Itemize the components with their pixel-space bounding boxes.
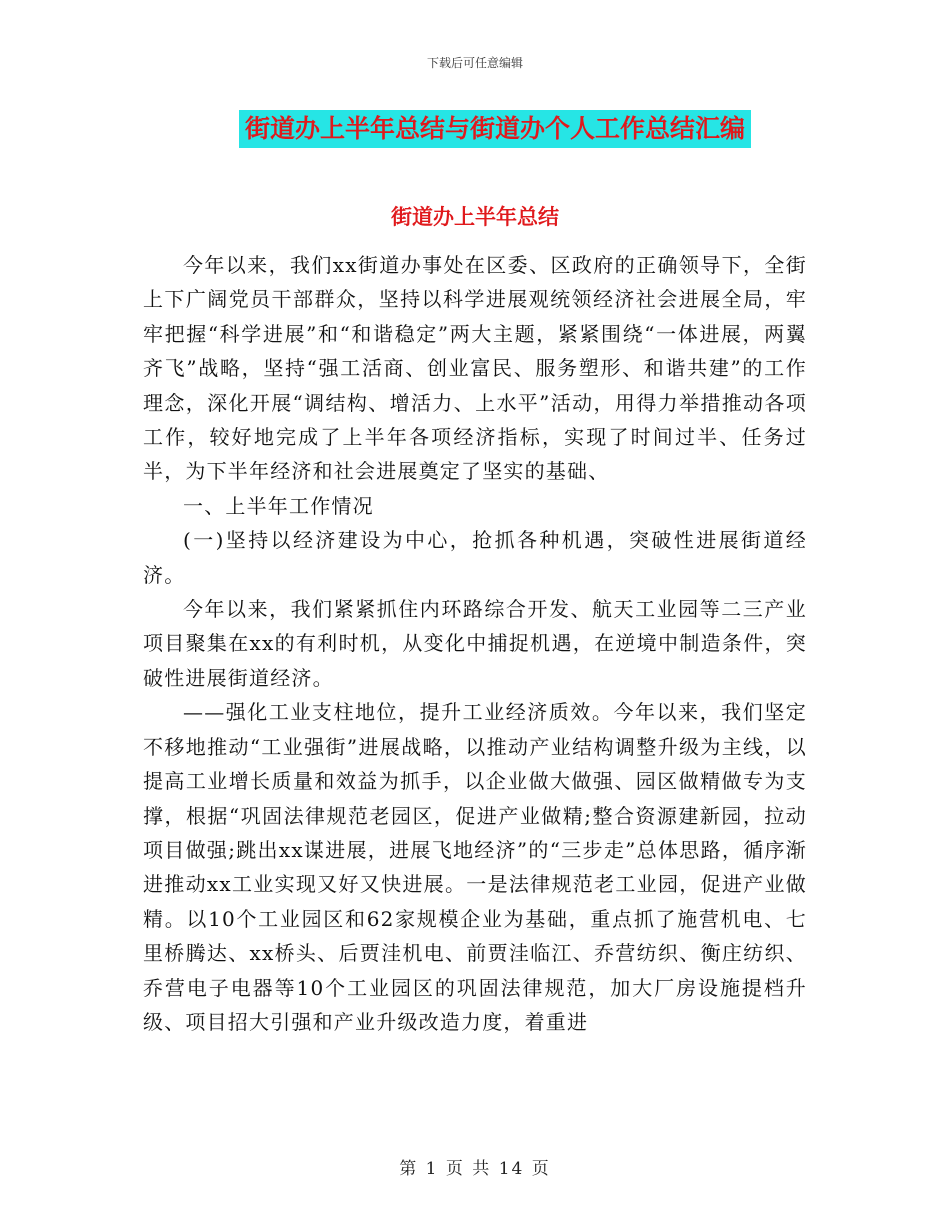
document-body <box>143 248 807 1039</box>
header-note: 下载后可任意编辑 <box>426 56 523 70</box>
document-title: 街道办上半年总结与街道办个人工作总结汇编 <box>239 110 751 148</box>
paragraph-industry: ——强化工业支柱地位，提升工业经济质效。今年以来，我们坚定不移地推动“工业强街”进展战略，以推动产业结构调整升级为主线，以提高工业增长质量和效益为抓手，以企业做大做强、园区做精做专为支撑，根据“巩固法律规范老园区，促进产业做精;整合资源建新园，拉动项目做强;跳出xx谋进展，进展飞地经济”的“三步走”总体思路，循序渐进推动xx工业实现又好又快进展。一是法律规范老工业园，促进产业做精。以10个工业园区和62家规模企业为基础，重点抓了施营机电、七里桥腾达、xx桥头、后贾洼机电、前贾洼临江、乔营纺织、衡庄纺织、乔营电子电器等10个工业园区的巩固法律规范，加大厂房设施提档升级、项目招大引强和产业升级改造力度，着重进 <box>143 700 807 1034</box>
page-number-footer: 第 1 页 共 14 页 <box>399 1159 551 1179</box>
paragraph-heading-1: 一、上半年工作情况 <box>183 493 374 518</box>
paragraph-intro: 今年以来，我们xx街道办事处在区委、区政府的正确领导下，全街上下广阔党员干部群众，坚持以科学进展观统领经济社会进展全局，牢牢把握“科学进展”和“和谐稳定”两大主题，紧紧围绕“一体进展，两翼齐飞”战略，坚持“强工活商、创业富民、服务塑形、和谐共建”的工作理念，深化开展“调结构、增活力、上水平”活动，用得力举措推动各项工作，较好地完成了上半年各项经济指标，实现了时间过半、任务过半，为下半年经济和社会进展奠定了坚实的基础、 <box>143 253 807 484</box>
section-title: 街道办上半年总结 <box>391 205 559 229</box>
paragraph-subheading-1: (一)坚持以经济建设为中心，抢抓各种机遇，突破性进展街道经济。 <box>143 528 807 587</box>
document-title-wrapper <box>0 110 950 148</box>
paragraph-economy: 今年以来，我们紧紧抓住内环路综合开发、航天工业园等二三产业项目聚集在xx的有利时机，从变化中捕捉机遇，在逆境中制造条件，突破性进展街道经济。 <box>143 597 807 690</box>
